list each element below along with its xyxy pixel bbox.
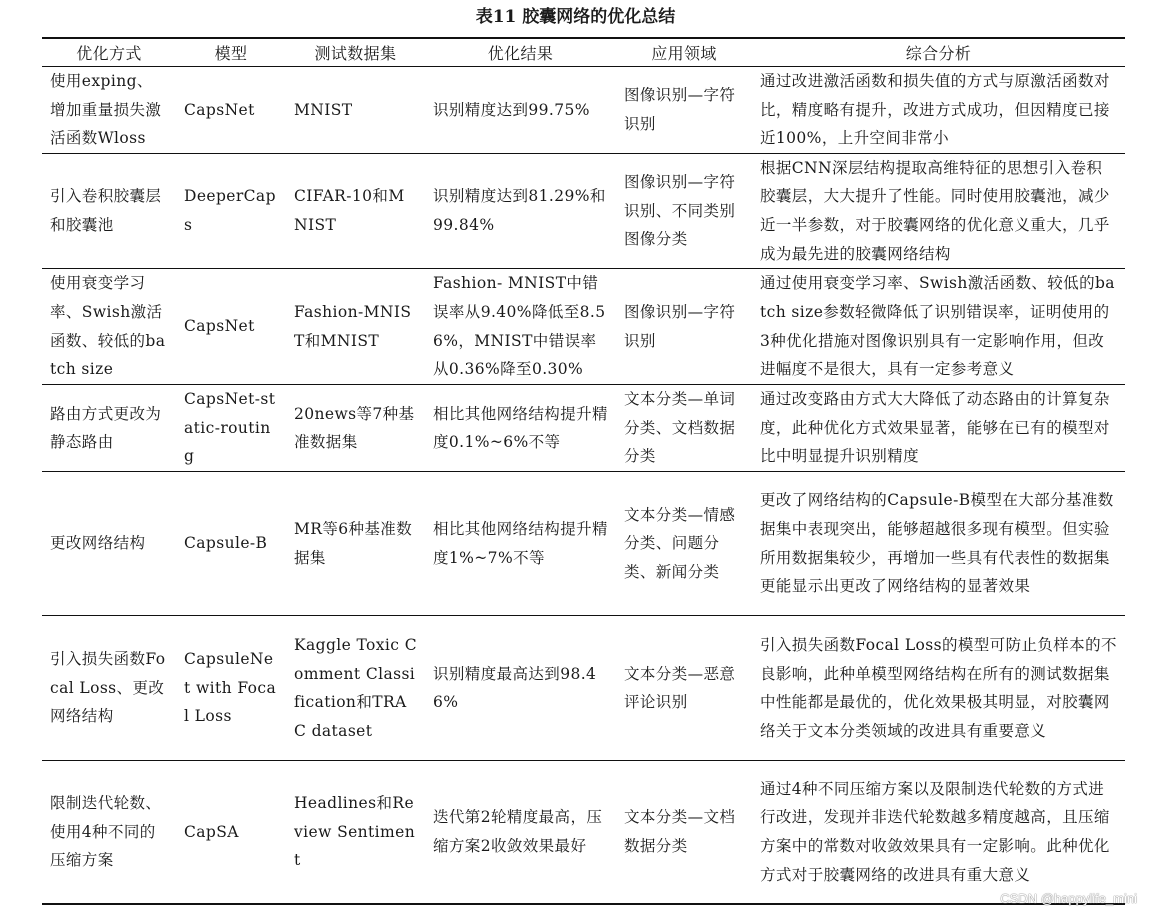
watermark: CSDN @happylife_mini xyxy=(1000,891,1137,906)
cell-analysis: 通过4种不同压缩方案以及限制迭代轮数的方式进行改进，发现并非迭代轮数越多精度越高，且压缩方案中的常数对收敛效果具有一定影响。此种优化方式对于胶囊网络的改进具有重大意义 xyxy=(752,761,1125,904)
table-row xyxy=(42,616,1125,761)
cell-method: 引入卷积胶囊层和胶囊池 xyxy=(42,153,176,268)
header-method: 优化方式 xyxy=(42,38,176,67)
header-domain: 应用领域 xyxy=(616,38,752,67)
cell-method: 引入损失函数Focal Loss、更改网络结构 xyxy=(42,616,176,761)
cell-result: 相比其他网络结构提升精度1%~7%不等 xyxy=(425,472,616,616)
cell-result: 识别精度达到99.75% xyxy=(425,67,616,154)
optimization-summary-table xyxy=(42,37,1125,905)
cell-model: CapsNet xyxy=(176,67,286,154)
header-dataset: 测试数据集 xyxy=(286,38,425,67)
table-row xyxy=(42,269,1125,385)
cell-dataset: CIFAR-10和MNIST xyxy=(286,153,425,268)
cell-model: DeeperCaps xyxy=(176,153,286,268)
cell-model: CapSA xyxy=(176,761,286,904)
cell-analysis: 通过改进激活函数和损失值的方式与原激活函数对比，精度略有提升，改进方式成功，但因精度已接近100%，上升空间非常小 xyxy=(752,67,1125,154)
cell-domain: 文本分类—情感分类、问题分类、新闻分类 xyxy=(616,472,752,616)
cell-result: 相比其他网络结构提升精度0.1%~6%不等 xyxy=(425,385,616,472)
cell-domain: 图像识别—字符识别 xyxy=(616,269,752,385)
cell-model: CapsNet-static-routing xyxy=(176,385,286,472)
cell-dataset: Kaggle Toxic Comment Classification和TRAC dataset xyxy=(286,616,425,761)
header-result: 优化结果 xyxy=(425,38,616,67)
cell-method: 限制迭代轮数、使用4种不同的压缩方案 xyxy=(42,761,176,904)
cell-method: 路由方式更改为静态路由 xyxy=(42,385,176,472)
cell-result: 迭代第2轮精度最高，压缩方案2收敛效果最好 xyxy=(425,761,616,904)
cell-domain: 图像识别—字符识别、不同类别图像分类 xyxy=(616,153,752,268)
cell-result: 识别精度最高达到98.46% xyxy=(425,616,616,761)
cell-domain: 文本分类—恶意评论识别 xyxy=(616,616,752,761)
cell-dataset: MNIST xyxy=(286,67,425,154)
table-row xyxy=(42,472,1125,616)
table-row xyxy=(42,67,1125,154)
cell-analysis: 更改了网络结构的Capsule-B模型在大部分基准数据集中表现突出，能够超越很多现有模型。但实验所用数据集较少，再增加一些具有代表性的数据集更能显示出更改了网络结构的显著效果 xyxy=(752,472,1125,616)
cell-method: 更改网络结构 xyxy=(42,472,176,616)
header-model: 模型 xyxy=(176,38,286,67)
cell-model: CapsNet xyxy=(176,269,286,385)
cell-dataset: Fashion-MNIST和MNIST xyxy=(286,269,425,385)
table-caption: 表11 胶囊网络的优化总结 xyxy=(475,7,676,27)
cell-analysis: 通过使用衰变学习率、Swish激活函数、较低的batch size参数轻微降低了识别错误率，证明使用的3种优化措施对图像识别具有一定影响作用，但改进幅度不是很大，具有一定参考意义 xyxy=(752,269,1125,385)
cell-domain: 图像识别—字符识别 xyxy=(616,67,752,154)
table-row xyxy=(42,761,1125,904)
cell-model: CapsuleNet with Focal Loss xyxy=(176,616,286,761)
cell-analysis: 引入损失函数Focal Loss的模型可防止负样本的不良影响，此种单模型网络结构在所有的测试数据集中性能都是最优的，优化效果极其明显，对胶囊网络关于文本分类领域的改进具有重要意义 xyxy=(752,616,1125,761)
table-row xyxy=(42,153,1125,268)
cell-dataset: 20news等7种基准数据集 xyxy=(286,385,425,472)
cell-method: 使用衰变学习率、Swish激活函数、较低的batch size xyxy=(42,269,176,385)
cell-dataset: MR等6种基准数据集 xyxy=(286,472,425,616)
cell-analysis: 通过改变路由方式大大降低了动态路由的计算复杂度，此种优化方式效果显著，能够在已有的模型对比中明显提升识别精度 xyxy=(752,385,1125,472)
cell-model: Capsule-B xyxy=(176,472,286,616)
header-analysis: 综合分析 xyxy=(752,38,1125,67)
table-row xyxy=(42,385,1125,472)
cell-analysis: 根据CNN深层结构提取高维特征的思想引入卷积胶囊层，大大提升了性能。同时使用胶囊池，减少近一半参数，对于胶囊网络的优化意义重大，几乎成为最先进的胶囊网络结构 xyxy=(752,153,1125,268)
cell-domain: 文本分类—文档数据分类 xyxy=(616,761,752,904)
cell-dataset: Headlines和Review Sentiment xyxy=(286,761,425,904)
cell-domain: 文本分类—单词分类、文档数据分类 xyxy=(616,385,752,472)
header-row xyxy=(42,38,1125,67)
cell-result: 识别精度达到81.29%和99.84% xyxy=(425,153,616,268)
cell-result: Fashion- MNIST中错误率从9.40%降低至8.56%，MNIST中错误率从0.36%降至0.30% xyxy=(425,269,616,385)
cell-method: 使用exping、增加重量损失激活函数Wloss xyxy=(42,67,176,154)
